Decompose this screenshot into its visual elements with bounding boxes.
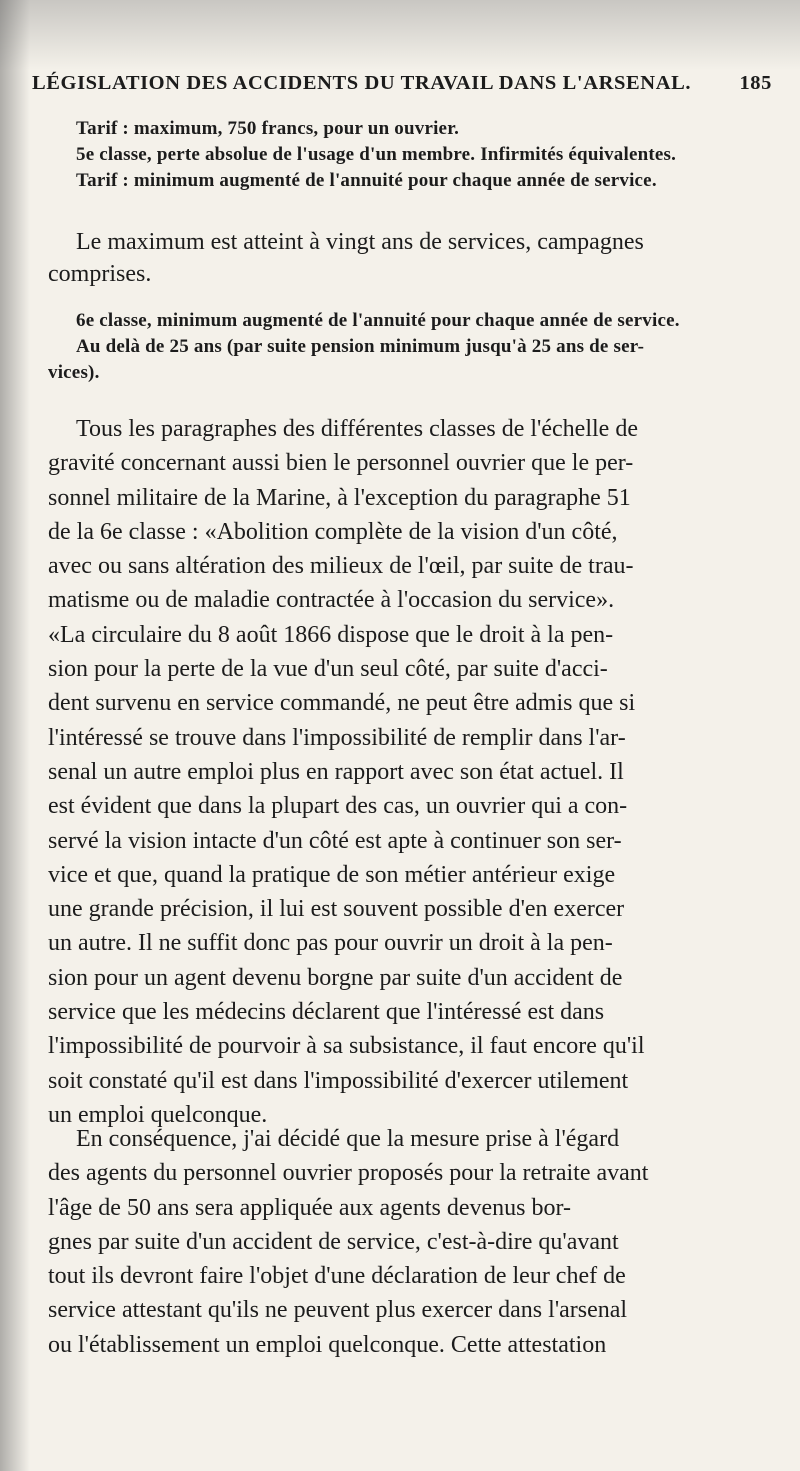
text-line: Au delà de 25 ans (par suite pension minimum jusqu'à 25 ans de ser- (76, 336, 645, 357)
text-line: une grande précision, il lui est souvent possible d'en exercer (48, 896, 625, 923)
maximum-note (48, 226, 770, 290)
paragraph-1 (48, 412, 770, 1132)
tariff-block-1 (48, 116, 770, 194)
text-line: sion pour la perte de la vue d'un seul côté, par suite d'acci- (48, 656, 608, 683)
scan-shadow-top (0, 0, 800, 70)
text-line: avec ou sans altération des milieux de l'œil, par suite de trau- (48, 553, 634, 580)
text-line: un emploi quelconque. (48, 1101, 268, 1128)
text-line: 5e classe, perte absolue de l'usage d'un membre. Infirmités équivalentes. (76, 144, 677, 165)
text-line: tout ils devront faire l'objet d'une déclaration de leur chef de (48, 1263, 626, 1290)
text-line: sonnel militaire de la Marine, à l'exception du paragraphe 51 (48, 484, 631, 511)
text-line: vice et que, quand la pratique de son métier antérieur exige (48, 861, 616, 888)
text-line: un autre. Il ne suffit donc pas pour ouvrir un droit à la pen- (48, 930, 613, 957)
text-line: Tous les paragraphes des différentes classes de l'échelle de (76, 416, 638, 442)
text-line: service que les médecins déclarent que l'intéressé est dans (48, 999, 605, 1026)
tariff-block-2 (48, 308, 770, 386)
text-line: comprises. (48, 261, 152, 287)
text-line: Le maximum est atteint à vingt ans de services, campagnes (76, 229, 644, 255)
text-line: dent survenu en service commandé, ne peut être admis que si (48, 690, 636, 717)
text-line: matisme ou de maladie contractée à l'occasion du service». (48, 587, 615, 614)
text-line: ou l'établissement un emploi quelconque. Cette attestation (48, 1331, 607, 1358)
header-title: LÉGISLATION DES ACCIDENTS DU TRAVAIL DANS L'ARSENAL. (32, 72, 692, 94)
text-line: senal un autre emploi plus en rapport avec son état actuel. Il (48, 758, 624, 785)
text-line: vices). (48, 362, 100, 383)
text-line: sion pour un agent devenu borgne par suite d'un accident de (48, 964, 623, 991)
paragraph-2 (48, 1122, 770, 1362)
text-line: «La circulaire du 8 août 1866 dispose que le droit à la pen- (48, 621, 614, 648)
text-line: soit constaté qu'il est dans l'impossibilité d'exercer utilement (48, 1067, 629, 1094)
text-line: de la 6e classe : «Abolition complète de la vision d'un côté, (48, 518, 618, 545)
running-header (32, 72, 772, 95)
text-line: l'intéressé se trouve dans l'impossibilité de remplir dans l'ar- (48, 724, 626, 751)
text-line: gravité concernant aussi bien le personnel ouvrier que le per- (48, 450, 634, 477)
text-line: 6e classe, minimum augmenté de l'annuité pour chaque année de service. (76, 310, 680, 331)
text-line: gnes par suite d'un accident de service, c'est-à-dire qu'avant (48, 1228, 619, 1255)
text-line: des agents du personnel ouvrier proposés pour la retraite avant (48, 1160, 649, 1187)
text-line: l'âge de 50 ans sera appliquée aux agents devenus bor- (48, 1194, 571, 1221)
text-line: servé la vision intacte d'un côté est apte à continuer son ser- (48, 827, 622, 854)
text-line: l'impossibilité de pourvoir à sa subsistance, il faut encore qu'il (48, 1033, 645, 1060)
text-line: service attestant qu'ils ne peuvent plus exercer dans l'arsenal (48, 1297, 628, 1324)
text-line: est évident que dans la plupart des cas, un ouvrier qui a con- (48, 793, 628, 820)
scan-shadow-left (0, 0, 30, 1471)
page-number: 185 (739, 72, 772, 94)
text-line: Tarif : maximum, 750 francs, pour un ouvrier. (76, 118, 460, 139)
text-line: En conséquence, j'ai décidé que la mesure prise à l'égard (76, 1126, 620, 1152)
text-line: Tarif : minimum augmenté de l'annuité pour chaque année de service. (76, 170, 657, 191)
